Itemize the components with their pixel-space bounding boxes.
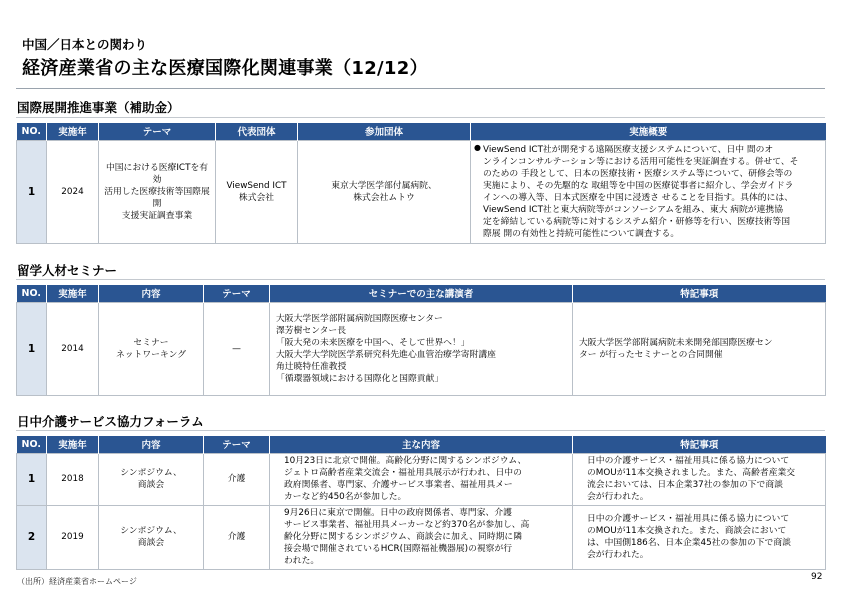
page-title: 経済産業省の主な医療国際化関連事業（12/12） xyxy=(22,58,428,79)
cell-line: 「循環器領域における国際化と国際貢献」 xyxy=(276,373,444,384)
cell-line: ジェトロ高齢者産業交流会・福祉用具展示が行われ、日中の xyxy=(284,468,522,478)
section-divider xyxy=(16,279,825,280)
col-header-theme: テーマ xyxy=(204,436,270,453)
cell-line: 日中の介護サービス・福祉用具に係る協力について xyxy=(587,456,790,466)
row-content xyxy=(99,505,204,569)
table-row xyxy=(17,453,826,505)
row-notes xyxy=(573,302,826,395)
row-theme xyxy=(99,140,216,243)
row-theme: 介護 xyxy=(204,505,270,569)
row-year: 2019 xyxy=(47,505,99,569)
cell-line: カーなど約450名が参加した。 xyxy=(284,492,407,502)
cell-line: 会が行われた。 xyxy=(587,550,649,560)
section-title-forum: 日中介護サービス協力フォーラム xyxy=(17,414,204,429)
cell-line: 大阪大学医学部附属病院国際医療センター xyxy=(276,313,443,324)
col-header-no: NO. xyxy=(17,285,47,302)
row-number: 1 xyxy=(17,453,47,505)
cell-line: ViewSend ICT xyxy=(226,180,287,191)
cell-line: サービス事業者、福祉用具メーカーなど約370名が参加し、高 xyxy=(284,520,530,530)
row-main xyxy=(270,453,573,505)
cell-line: 実施により、その先駆的な 取組等を中国の医療従事者に紹介し、学会ガイドラ xyxy=(483,180,794,191)
cell-line: 東京大学医学部付属病院、 xyxy=(331,180,437,191)
cell-line: ンラインコンサルテーション等における活用可能性を実証調査する。併せて、そ xyxy=(483,156,799,167)
col-header-theme: テーマ xyxy=(204,285,270,302)
row-theme: 介護 xyxy=(204,453,270,505)
cell-line: 活用した医療技術等国際展開 xyxy=(104,186,210,209)
cell-line: 日中の介護サービス・福祉用具に係る協力について xyxy=(587,514,790,524)
table-row xyxy=(17,505,826,569)
cell-line: は、中国側186名、日本企業45社の参加の下で商談 xyxy=(587,538,791,548)
breadcrumb-title: 中国／日本との関わり xyxy=(22,37,148,52)
row-content xyxy=(99,453,204,505)
cell-line: 定を締結している病院等に対するシステム紹介・研修等を行い、医療技術等国 xyxy=(483,216,791,227)
section-title-seminar: 留学人材セミナー xyxy=(17,263,118,278)
row-number: 1 xyxy=(17,140,47,243)
source-note: （出所）経済産業省ホームページ xyxy=(17,577,137,586)
row-number: 2 xyxy=(17,505,47,569)
table-row xyxy=(17,302,826,395)
cell-line: 政府関係者、専門家、介護サービス事業者、福祉用具メー xyxy=(284,480,513,490)
col-header-no: NO. xyxy=(17,436,47,453)
col-header-year: 実施年 xyxy=(47,285,99,302)
row-year: 2018 xyxy=(47,453,99,505)
subsidy-table xyxy=(16,123,826,244)
row-participants xyxy=(298,140,471,243)
cell-line: ViewSend ICT社が開発する遠隔医療支援システムについて、日中 間のオ xyxy=(483,144,774,155)
col-header-speakers: セミナーでの主な講演者 xyxy=(270,285,573,302)
col-header-participants: 参加団体 xyxy=(298,123,471,140)
row-summary xyxy=(471,140,826,243)
col-header-notes: 特記事項 xyxy=(573,285,826,302)
col-header-year: 実施年 xyxy=(47,436,99,453)
cell-line: セミナー xyxy=(133,337,169,348)
title-divider xyxy=(16,88,825,89)
cell-line: 9月26日に東京で開催。日中の政府関係者、専門家、介護 xyxy=(284,508,512,518)
row-notes xyxy=(573,453,826,505)
col-header-theme: テーマ xyxy=(99,123,216,140)
cell-line: 10月23日に北京で開催。高齢化分野に関するシンポジウム、 xyxy=(284,456,527,466)
row-year: 2014 xyxy=(47,302,99,395)
cell-line: 会が行われた。 xyxy=(587,492,649,502)
cell-line: 際展 開の有効性と持続可能性について調査する。 xyxy=(483,228,680,239)
cell-line: 大阪大学医学部附属病院未来開発部国際医療セン xyxy=(579,337,773,348)
col-header-no: NO. xyxy=(17,123,47,140)
cell-line: 角辻暁特任准教授 xyxy=(276,361,347,372)
section-title-subsidy: 国際展開推進事業（補助金） xyxy=(17,100,180,115)
col-header-representative: 代表団体 xyxy=(216,123,298,140)
row-speakers xyxy=(270,302,573,395)
cell-line: 中国における医療ICTを有効 xyxy=(105,162,209,185)
row-number: 1 xyxy=(17,302,47,395)
row-content xyxy=(99,302,204,395)
forum-table xyxy=(16,436,826,570)
cell-line: のMOUが11本交換されました。また、高齢者産業交 xyxy=(587,468,796,478)
table-row xyxy=(17,140,826,243)
bullet-icon: ● xyxy=(474,142,481,152)
cell-line: 大阪大学大学院医学系研究科先進心血管治療学寄附講座 xyxy=(276,349,496,360)
row-theme: — xyxy=(204,302,270,395)
section-divider xyxy=(16,430,825,431)
cell-line: 澤芳樹センター長 xyxy=(276,325,347,336)
row-representative xyxy=(216,140,298,243)
cell-line: 商談会 xyxy=(137,538,165,548)
cell-line: 流会においては、日本企業37社の参加の下で商談 xyxy=(587,480,783,490)
cell-line: ネットワーキング xyxy=(115,349,187,360)
cell-line: のMOUが11本交換された。また、商談会において xyxy=(587,526,787,536)
cell-line: 株式会社ムトウ xyxy=(353,192,415,203)
seminar-table xyxy=(16,285,826,396)
row-notes xyxy=(573,505,826,569)
section-divider xyxy=(16,117,825,118)
col-header-notes: 特記事項 xyxy=(573,436,826,453)
cell-line: のための 手段として、日本の医療技術・医療システム等について、研修会等の xyxy=(483,168,793,179)
col-header-content: 内容 xyxy=(99,436,204,453)
cell-line: 商談会 xyxy=(137,480,165,490)
col-header-content: 内容 xyxy=(99,285,204,302)
col-header-summary: 実施概要 xyxy=(471,123,826,140)
col-header-main: 主な内容 xyxy=(270,436,573,453)
cell-line: ViewSend ICT社と東大病院等がコンソーシアムを組み、東大 病院が連携協 xyxy=(483,204,783,215)
cell-line: われた。 xyxy=(284,556,320,566)
page-number: 92 xyxy=(811,572,823,582)
row-main xyxy=(270,505,573,569)
cell-line: シンポジウム、 xyxy=(120,468,182,478)
cell-line: インへの導入等、日本式医療を中国に浸透さ せることを目指す。具体的には、 xyxy=(483,192,793,203)
cell-line: 支援実証調査事業 xyxy=(121,210,193,221)
cell-line: 株式会社 xyxy=(238,192,275,203)
cell-line: 齢化分野に関するシンポジウム、商談会に加え、同時期に隣 xyxy=(284,532,523,542)
row-year: 2024 xyxy=(47,140,99,243)
col-header-year: 実施年 xyxy=(47,123,99,140)
cell-line: 接会場で開催されているHCR(国際福祉機器展)の視察が行 xyxy=(284,544,513,554)
cell-line: シンポジウム、 xyxy=(120,526,182,536)
cell-line: ター が行ったセミナーとの合同開催 xyxy=(579,349,723,360)
cell-line: 「阪大発の未来医療を中国へ、そして世界へ！」 xyxy=(276,337,470,348)
